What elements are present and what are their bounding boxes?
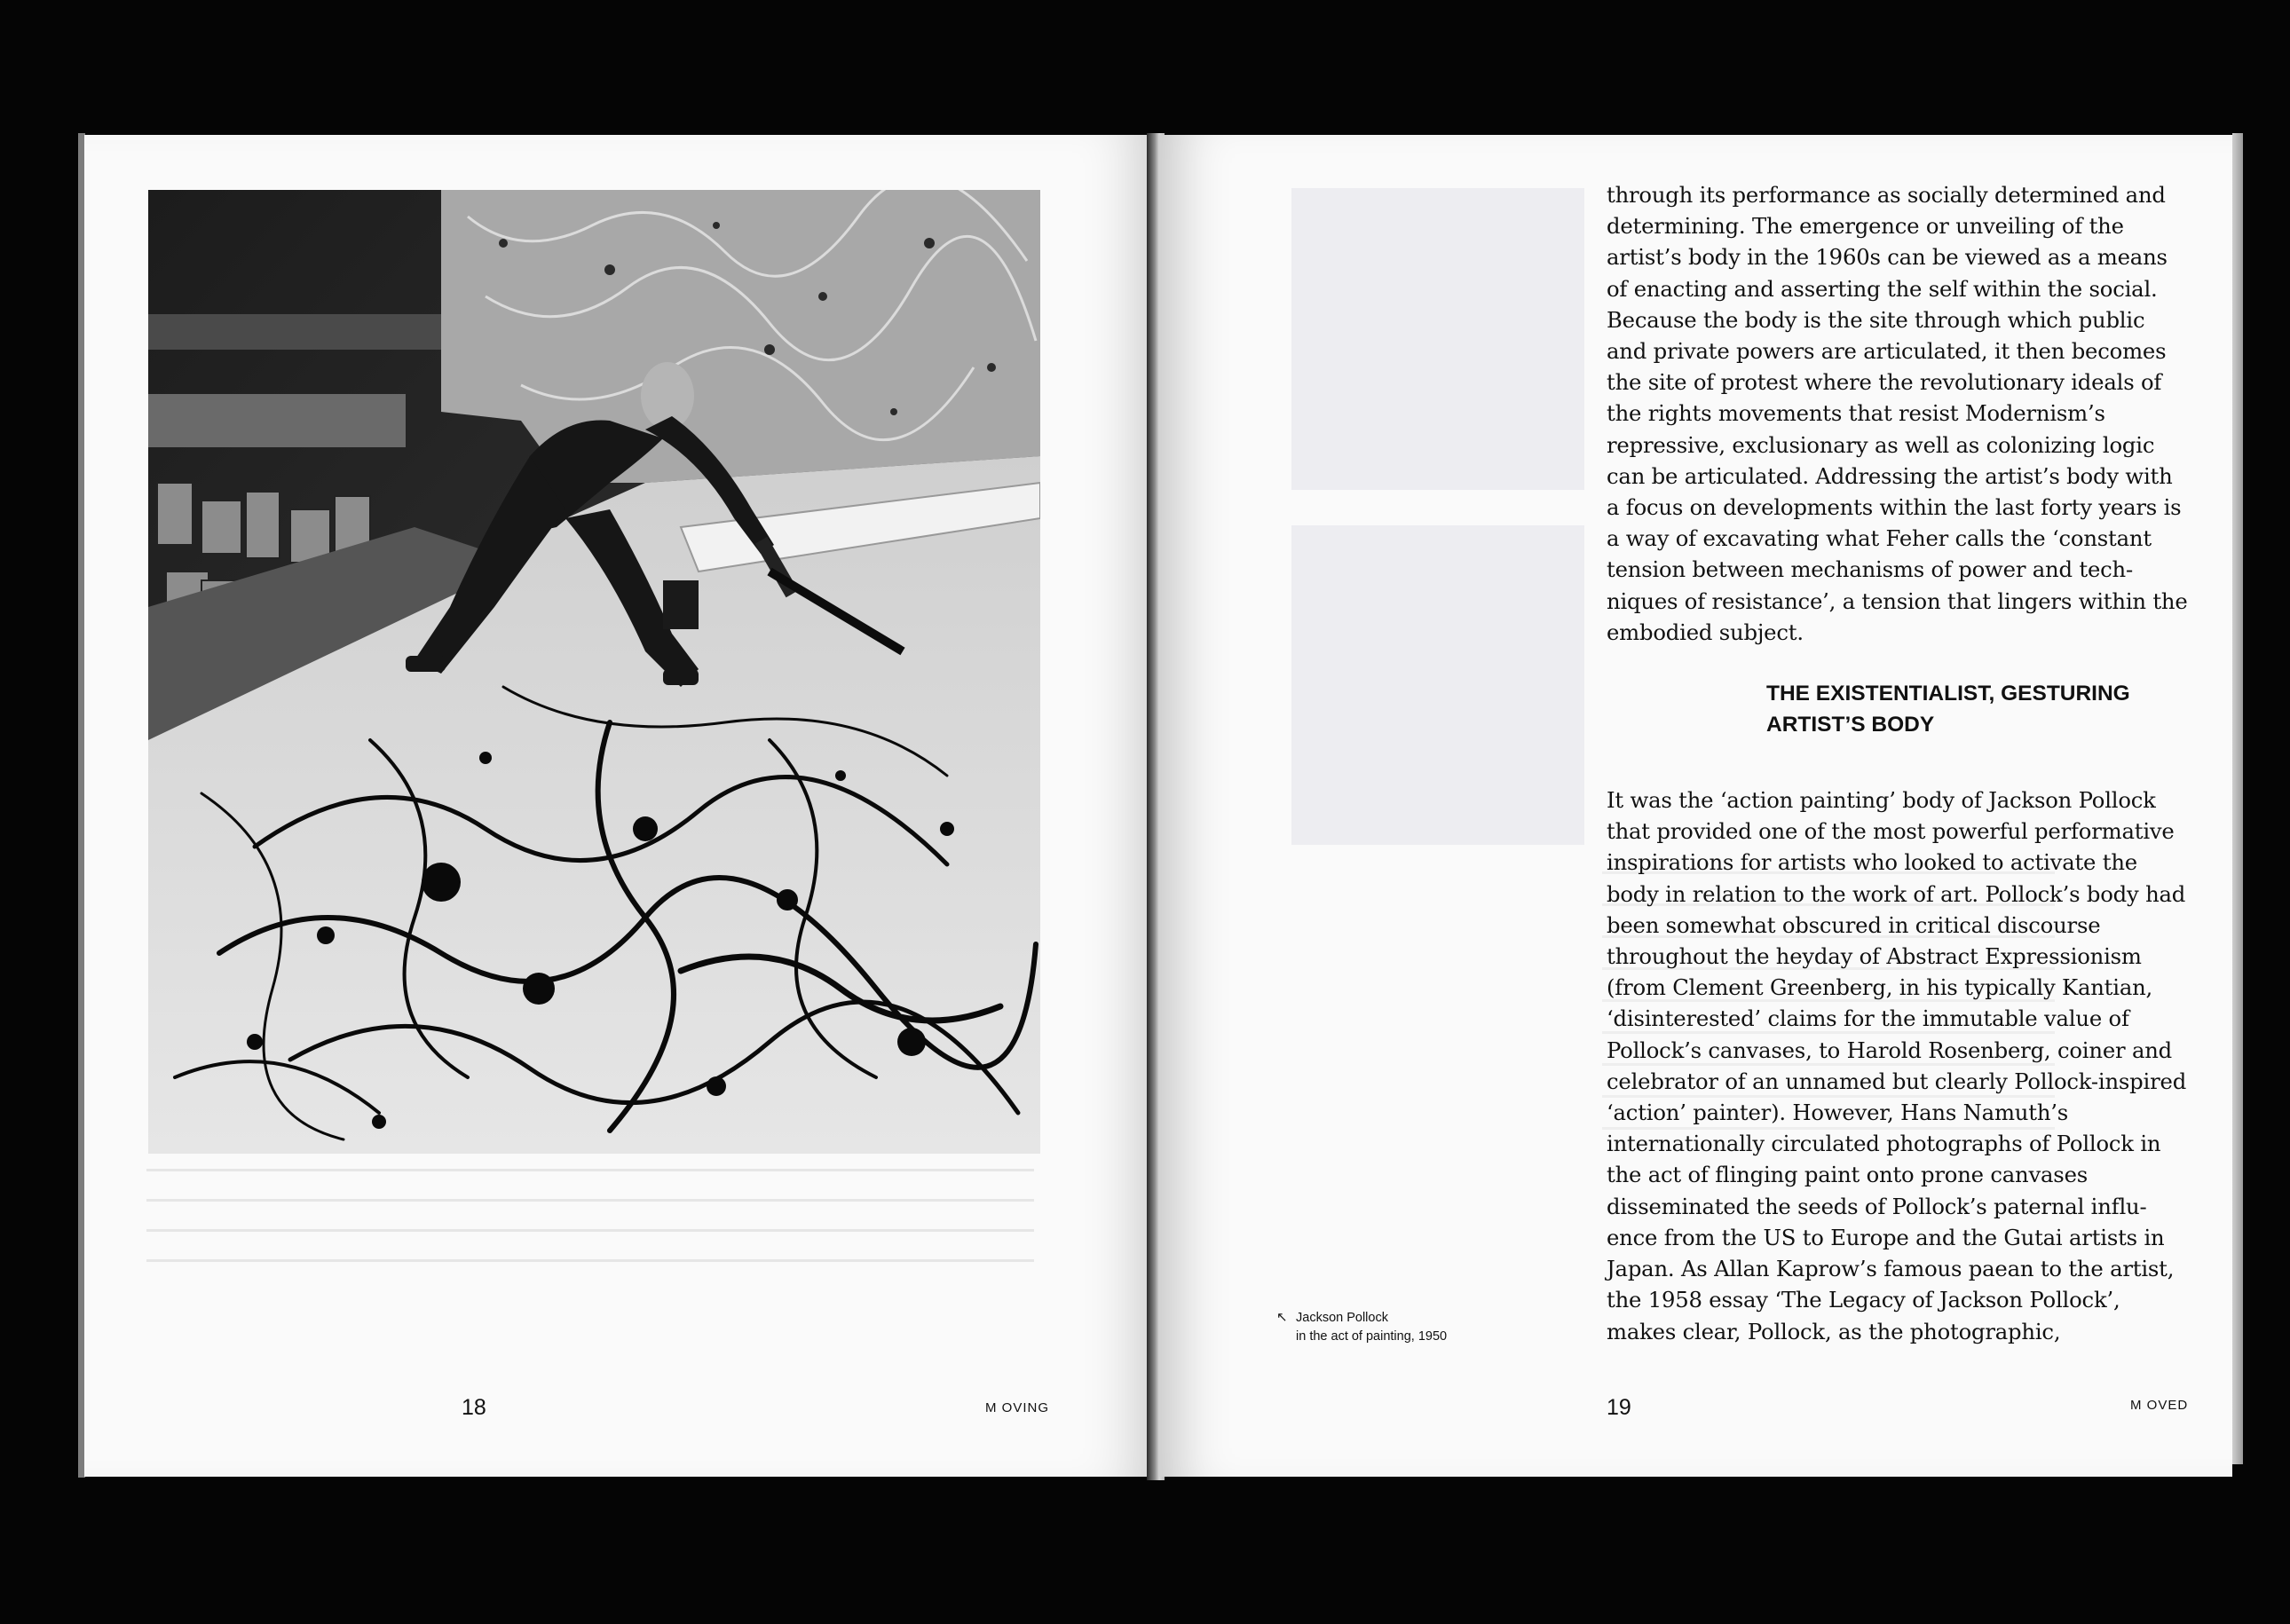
book-edge-right xyxy=(2232,133,2243,1464)
arrow-up-left-icon: ↖ xyxy=(1276,1310,1288,1325)
left-page-number: 18 xyxy=(462,1395,486,1420)
pollock-photo xyxy=(148,190,1040,1154)
show-through-image xyxy=(1291,188,1584,490)
essay-text xyxy=(1607,179,2188,1347)
paragraph-2: It was the ‘action painting’ body of Jackson Pollock that provided one of the most powerful performative inspirations for artists who looked to activate the body in relation to the work of art. Pollock’s body had been somewhat obscured in critical discourse throughout the heyday of Abstract Expressionism (from Clement Greenberg, in his typically Kantian, ‘disinterested’ claims for the immutable value of Pollock’s canvases, to Harold Rosenberg, coiner and celebrator of an unnamed but clearly Pollock-inspired ‘action’ painter). However, Hans Namuth’s internationally circulated photographs of Pollock in the act of flinging paint onto prone canvases disseminated the seeds of Pollock’s paternal influence from the US to Europe and the Gutai artists in Japan. As Allan Kaprow’s famous paean to the artist, the 1958 essay ‘The Legacy of Jackson Pollock’, makes clear, Pollock, as the photographic, xyxy=(1607,787,2187,1344)
show-through-left xyxy=(146,1169,1034,1275)
section-heading xyxy=(1766,678,2188,740)
photo-illustration xyxy=(148,190,1040,1154)
heading-line-1: THE EXISTENTIALIST, GESTURING xyxy=(1766,682,2130,706)
right-page-number: 19 xyxy=(1607,1395,1631,1420)
right-running-head: M OVED xyxy=(2130,1398,2189,1413)
heading-line-2: ARTIST’S BODY xyxy=(1766,713,1935,737)
caption-line-1: Jackson Pollock xyxy=(1296,1311,1388,1325)
caption-line-2: in the act of painting, 1950 xyxy=(1296,1329,1448,1344)
left-running-head: M OVING xyxy=(985,1400,1050,1415)
paragraph-1: through its performance as socially determined and determining. The emergence or unveiling of the artist’s body in the 1960s can be viewed as a means of enacting and asserting the self within the social. Because the body is the site through which public and private powers are articulated, it then becomes the site of protest where the revolutionary ideals of the rights movements that resist Modernism’s repressive, exclusionary as well as colonizing logic can be articulated. Addressing the artist’s body with a focus on developments within the last forty years is a way of excavating what Feher calls the ‘constant tension between mechanisms of power and techniques of resistance’, a tension that lingers within the embodied subject. xyxy=(1607,182,2188,645)
photo-caption xyxy=(1276,1309,1527,1346)
show-through-image-2 xyxy=(1291,525,1584,845)
